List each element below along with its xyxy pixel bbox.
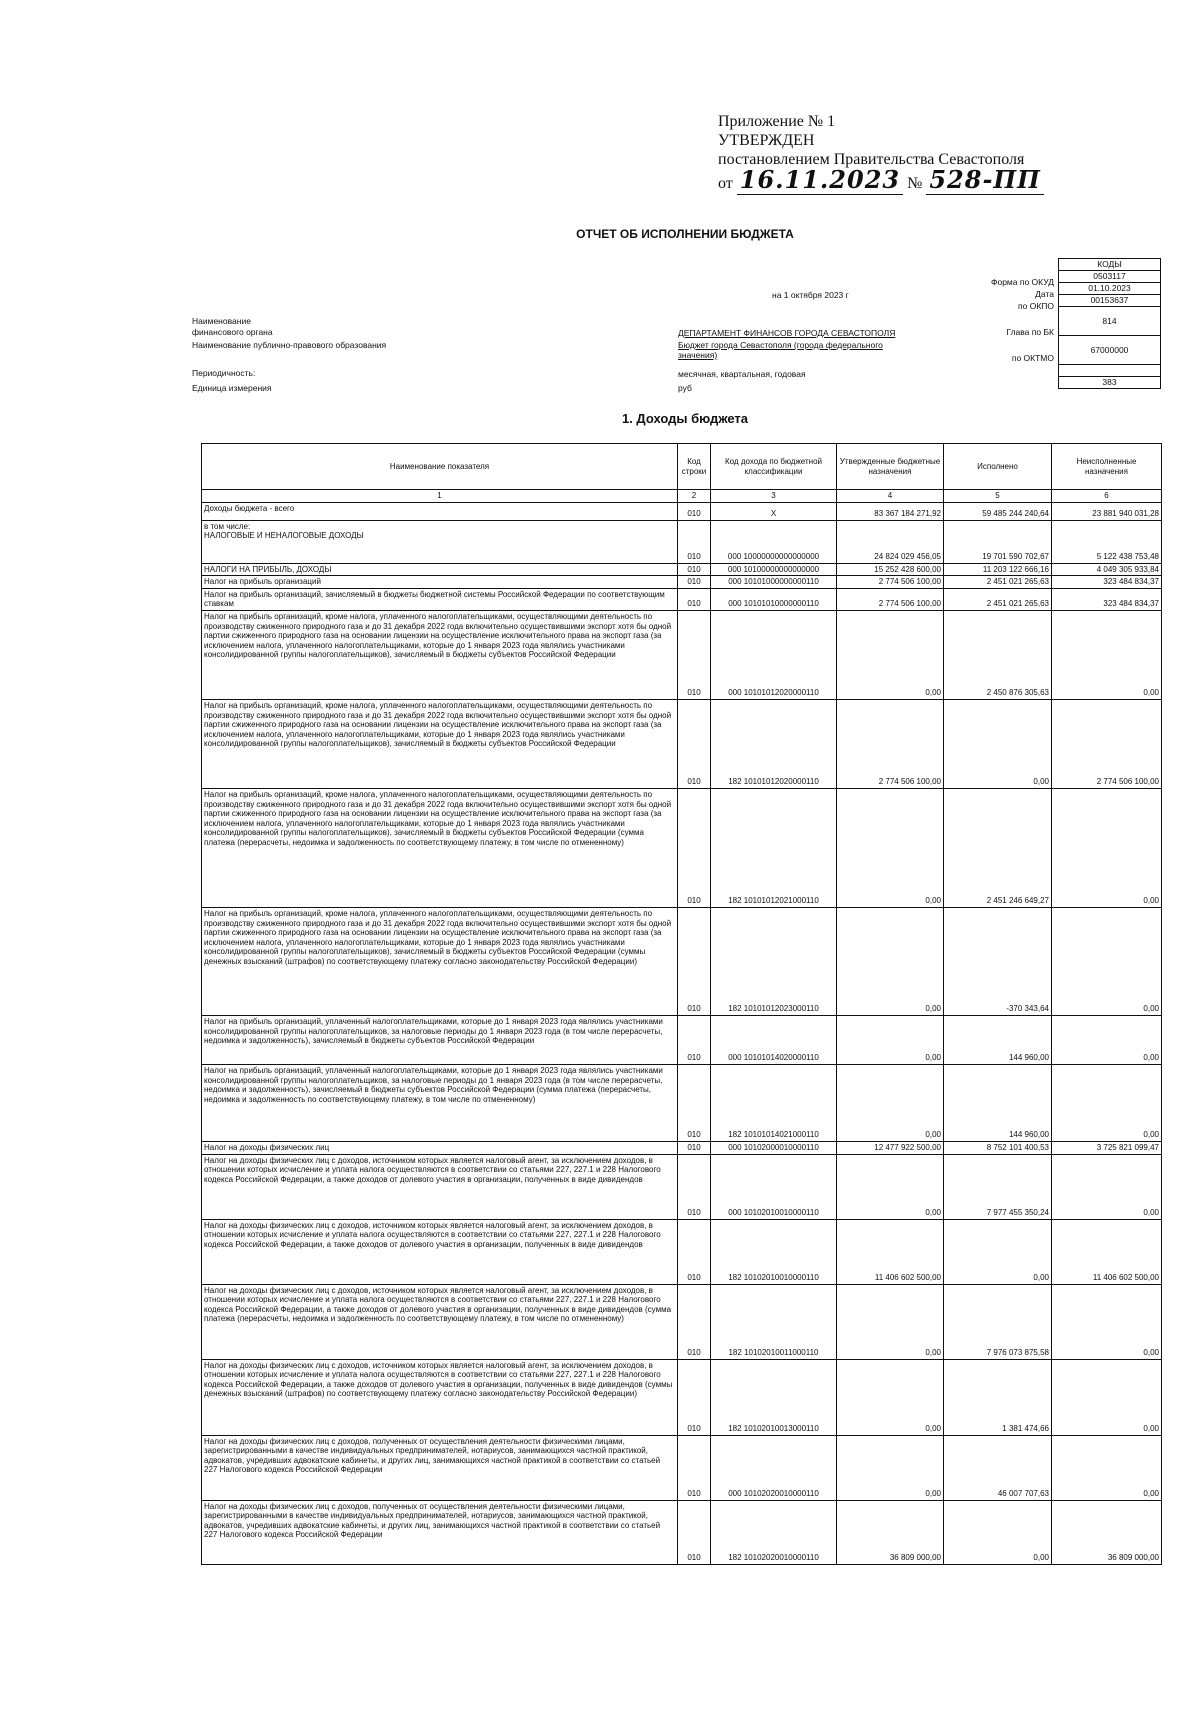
row-executed: 1 381 474,66 (944, 1359, 1052, 1435)
appendix-number: Приложение № 1 (718, 113, 836, 130)
date-code: 01.10.2023 (1059, 283, 1161, 295)
row-unexecuted: 323 484 834,37 (1052, 576, 1162, 589)
pub-entity-value-1: Бюджет города Севастополя (города федерального (678, 340, 883, 350)
report-title: ОТЧЕТ ОБ ИСПОЛНЕНИИ БЮДЖЕТА (576, 227, 794, 241)
table-row (202, 907, 1162, 1015)
table-row (202, 576, 1162, 589)
row-income-code: 000 10100000000000000 (711, 563, 837, 576)
row-executed: -370 343,64 (944, 907, 1052, 1015)
row-unexecuted: 23 881 940 031,28 (1052, 502, 1162, 520)
fin-org-label-2: финансового органа (192, 327, 273, 337)
table-row (202, 520, 1162, 563)
column-number: 3 (711, 490, 837, 503)
row-income-code: 000 10000000000000000 (711, 520, 837, 563)
row-unexecuted: 0,00 (1052, 610, 1162, 699)
row-approved: 0,00 (837, 1359, 944, 1435)
row-name: Доходы бюджета - всего (202, 502, 678, 520)
row-executed: 144 960,00 (944, 1064, 1052, 1141)
row-approved: 83 367 184 271,92 (837, 502, 944, 520)
table-row (202, 1435, 1162, 1500)
row-income-code: 000 10101012020000110 (711, 610, 837, 699)
table-row (202, 788, 1162, 907)
handwritten-number: 528-ПП (926, 165, 1043, 195)
row-executed: 59 485 244 240,64 (944, 502, 1052, 520)
row-approved: 11 406 602 500,00 (837, 1219, 944, 1284)
row-unexecuted: 0,00 (1052, 1359, 1162, 1435)
table-row (202, 1500, 1162, 1564)
row-name: Налог на доходы физических лиц с доходов, источником которых является налоговый агент, за исключением доходов, в отношении которых исчисление и уплата налога осуществляются в соответствии со статьями 227, 227.1 и 228 Налогового кодекса Российской Федерации, а также доходов от долевого участия в организации, полученных в виде дивидендов (суммы денежных взысканий (штрафов) по соответствующему платежу согласно законодательству Российской Федерации) (202, 1359, 678, 1435)
row-line-code: 010 (678, 563, 711, 576)
row-name: Налог на доходы физических лиц с доходов, полученных от осуществления деятельности физическими лицами, зарегистрированными в качестве индивидуальных предпринимателей, нотариусов, занимающихся частной практикой, адвокатов, учредивших адвокатские кабинеты, и других лиц, занимающихся частной практикой в соответствии со статьей 227 Налогового кодекса Российской Федерации (202, 1500, 678, 1564)
row-name: Налог на прибыль организаций (202, 576, 678, 589)
row-name: Налог на доходы физических лиц с доходов, источником которых является налоговый агент, за исключением доходов, в отношении которых исчисление и уплата налога осуществляются в соответствии со статьями 227, 227.1 и 228 Налогового кодекса Российской Федерации, а также доходов от долевого участия в организации, полученных в виде дивидендов (сумма платежа (перерасчеты, недоимка и задолженность по соответствующему платежу, в том числе по отмененному) (202, 1284, 678, 1359)
row-executed: 0,00 (944, 1500, 1052, 1564)
section-title: 1. Доходы бюджета (621, 411, 749, 426)
number-sign: № (907, 175, 923, 192)
row-line-code: 010 (678, 1064, 711, 1141)
row-approved: 15 252 428 600,00 (837, 563, 944, 576)
row-name: Налог на доходы физических лиц с доходов, источником которых является налоговый агент, за исключением доходов, в отношении которых исчисление и уплата налога осуществляются в соответствии со статьями 227, 227.1 и 228 Налогового кодекса Российской Федерации, а также доходов от долевого участия в организации, полученных в виде дивидендов (202, 1219, 678, 1284)
table-row (202, 1154, 1162, 1219)
glava-code: 814 (1059, 307, 1161, 336)
row-unexecuted: 0,00 (1052, 1064, 1162, 1141)
row-line-code: 010 (678, 699, 711, 788)
row-income-code: 182 10101012023000110 (711, 907, 837, 1015)
header-income-code: Код дохода по бюджетной классификации (711, 444, 837, 490)
row-unexecuted: 5 122 438 753,48 (1052, 520, 1162, 563)
row-income-code: 182 10101014021000110 (711, 1064, 837, 1141)
row-income-code: 000 10101000000000110 (711, 576, 837, 589)
row-approved: 24 824 029 456,05 (837, 520, 944, 563)
row-name: Налог на прибыль организаций, кроме налога, уплаченного налогоплательщиками, осуществляющими деятельность по производству сжиженного природного газа и до 31 декабря 2022 года включительно осуществившими экспорт хотя бы одной партии сжиженного природного газа на основании лицензии на осуществление исключительного права на экспорт газа (за исключением налога, уплаченного налогоплательщиками, которые до 1 января 2023 года являлись участниками консолидированной группы налогоплательщиков), зачисляемый в бюджеты субъектов Российской Федерации (суммы денежных взысканий (штрафов) по соответствующему платежу согласно законодательству Российской Федерации) (202, 907, 678, 1015)
row-income-code: 000 10102020010000110 (711, 1435, 837, 1500)
row-line-code: 010 (678, 788, 711, 907)
row-income-code: 000 10102010010000110 (711, 1154, 837, 1219)
row-unexecuted: 0,00 (1052, 1015, 1162, 1064)
row-line-code: 010 (678, 1500, 711, 1564)
row-unexecuted: 0,00 (1052, 1284, 1162, 1359)
periodicity-code (1059, 365, 1161, 377)
from-label: от (718, 175, 733, 192)
fin-org-label-1: Наименование (192, 316, 251, 326)
column-number: 5 (944, 490, 1052, 503)
header-line-code: Код строки (678, 444, 711, 490)
unit-code: 383 (1059, 377, 1161, 389)
row-executed: 2 451 021 265,63 (944, 588, 1052, 610)
row-approved: 0,00 (837, 1284, 944, 1359)
row-line-code: 010 (678, 1219, 711, 1284)
table-row (202, 1219, 1162, 1284)
row-approved: 2 774 506 100,00 (837, 576, 944, 589)
row-approved: 2 774 506 100,00 (837, 699, 944, 788)
row-name: Налог на прибыль организаций, кроме налога, уплаченного налогоплательщиками, осуществляющими деятельность по производству сжиженного природного газа и до 31 декабря 2022 года включительно осуществившими экспорт хотя бы одной партии сжиженного природного газа на основании лицензии на осуществление исключительного права на экспорт газа (за исключением налога, уплаченного налогоплательщиками, которые до 1 января 2023 года являлись участниками консолидированной группы налогоплательщиков), зачисляемый в бюджеты субъектов Российской Федерации (202, 699, 678, 788)
approved-label: УТВЕРЖДЕН (718, 132, 815, 149)
table-row (202, 610, 1162, 699)
okpo-code: 00153637 (1059, 295, 1161, 307)
row-unexecuted: 2 774 506 100,00 (1052, 699, 1162, 788)
row-executed: 7 977 455 350,24 (944, 1154, 1052, 1219)
handwritten-date: 16.11.2023 (737, 165, 903, 195)
row-line-code: 010 (678, 907, 711, 1015)
row-line-code: 010 (678, 588, 711, 610)
unit-value: руб (678, 383, 692, 393)
row-approved: 12 477 922 500,00 (837, 1141, 944, 1154)
periodicity-label: Периодичность: (192, 368, 256, 378)
row-unexecuted: 0,00 (1052, 788, 1162, 907)
row-line-code: 010 (678, 1435, 711, 1500)
header-unexecuted: Неисполненные назначения (1052, 444, 1162, 490)
periodicity-value: месячная, квартальная, годовая (678, 369, 806, 379)
row-unexecuted: 11 406 602 500,00 (1052, 1219, 1162, 1284)
table-row (202, 588, 1162, 610)
codes-header: КОДЫ (1059, 259, 1161, 271)
row-unexecuted: 3 725 821 099,47 (1052, 1141, 1162, 1154)
row-name: Налог на доходы физических лиц (202, 1141, 678, 1154)
column-number: 4 (837, 490, 944, 503)
okud-label: Форма по ОКУД (991, 277, 1054, 287)
header-indicator-name: Наименование показателя (202, 444, 678, 490)
row-income-code: 000 10101014020000110 (711, 1015, 837, 1064)
column-number: 2 (678, 490, 711, 503)
glava-bk-label: Глава по БК (1006, 327, 1054, 337)
column-number: 1 (202, 490, 678, 503)
table-row (202, 1141, 1162, 1154)
oktmo-code: 67000000 (1059, 336, 1161, 365)
okud-code: 0503117 (1059, 271, 1161, 283)
row-name: Налог на прибыль организаций, уплаченный налогоплательщиками, которые до 1 января 2023 года являлись участниками консолидированной группы налогоплательщиков, за налоговые периоды до 1 января 2023 года (в том числе перерасчеты, недоимка и задолженность), зачисляемый в бюджеты субъектов Российской Федерации (202, 1015, 678, 1064)
fin-org-value: ДЕПАРТАМЕНТ ФИНАНСОВ ГОРОДА СЕВАСТОПОЛЯ (678, 328, 896, 338)
row-name: Налог на доходы физических лиц с доходов, полученных от осуществления деятельности физическими лицами, зарегистрированными в качестве индивидуальных предпринимателей, нотариусов, занимающихся частной практикой, адвокатов, учредивших адвокатские кабинеты, и других лиц, занимающихся частной практикой в соответствии со статьей 227 Налогового кодекса Российской Федерации (202, 1435, 678, 1500)
row-name: Налог на доходы физических лиц с доходов, источником которых является налоговый агент, за исключением доходов, в отношении которых исчисление и уплата налога осуществляются в соответствии со статьями 227, 227.1 и 228 Налогового кодекса Российской Федерации, а также доходов от долевого участия в организации, полученных в виде дивидендов (202, 1154, 678, 1219)
row-executed: 2 450 876 305,63 (944, 610, 1052, 699)
row-income-code: 182 10102020010000110 (711, 1500, 837, 1564)
row-name: НАЛОГИ НА ПРИБЫЛЬ, ДОХОДЫ (202, 563, 678, 576)
revenue-table (201, 443, 1162, 1565)
report-date: на 1 октября 2023 г (772, 290, 849, 300)
row-unexecuted: 4 049 305 933,84 (1052, 563, 1162, 576)
row-approved: 0,00 (837, 788, 944, 907)
table-row (202, 1015, 1162, 1064)
pub-entity-label: Наименование публично-правового образования (192, 340, 387, 350)
table-row (202, 699, 1162, 788)
row-unexecuted: 323 484 834,37 (1052, 588, 1162, 610)
row-name: Налог на прибыль организаций, зачисляемый в бюджеты бюджетной системы Российской Федерации по соответствующим ставкам (202, 588, 678, 610)
row-executed: 11 203 122 666,16 (944, 563, 1052, 576)
row-executed: 0,00 (944, 699, 1052, 788)
row-income-code: 000 10102000010000110 (711, 1141, 837, 1154)
row-executed: 46 007 707,63 (944, 1435, 1052, 1500)
row-unexecuted: 36 809 000,00 (1052, 1500, 1162, 1564)
row-approved: 0,00 (837, 1015, 944, 1064)
pub-entity-value-2: значения) (678, 350, 718, 360)
table-row (202, 1064, 1162, 1141)
row-income-code: 182 10102010011000110 (711, 1284, 837, 1359)
header-approved: Утвержденные бюджетные назначения (837, 444, 944, 490)
row-approved: 0,00 (837, 1154, 944, 1219)
resolution-label: постановлением Правительства Севастополя (718, 151, 1025, 168)
column-number: 6 (1052, 490, 1162, 503)
row-approved: 2 774 506 100,00 (837, 588, 944, 610)
row-name: Налог на прибыль организаций, кроме налога, уплаченного налогоплательщиками, осуществляющими деятельность по производству сжиженного природного газа и до 31 декабря 2022 года включительно осуществившими экспорт хотя бы одной партии сжиженного природного газа на основании лицензии на осуществление исключительного права на экспорт газа (за исключением налога, уплаченного налогоплательщиками, которые до 1 января 2023 года являлись участниками консолидированной группы налогоплательщиков), зачисляемый в бюджеты субъектов Российской Федерации (202, 610, 678, 699)
row-executed: 2 451 021 265,63 (944, 576, 1052, 589)
table-row (202, 563, 1162, 576)
header-executed: Исполнено (944, 444, 1052, 490)
row-approved: 36 809 000,00 (837, 1500, 944, 1564)
table-row (202, 1284, 1162, 1359)
okpo-label: по ОКПО (1018, 301, 1054, 311)
row-executed: 144 960,00 (944, 1015, 1052, 1064)
row-income-code: 000 10101010000000110 (711, 588, 837, 610)
row-approved: 0,00 (837, 907, 944, 1015)
row-unexecuted: 0,00 (1052, 907, 1162, 1015)
row-line-code: 010 (678, 610, 711, 699)
row-income-code: 182 10102010010000110 (711, 1219, 837, 1284)
appendix-block (718, 112, 1058, 193)
row-name: в том числе: НАЛОГОВЫЕ И НЕНАЛОГОВЫЕ ДОХОДЫ (202, 520, 678, 563)
row-line-code: 010 (678, 1284, 711, 1359)
row-executed: 8 752 101 400,53 (944, 1141, 1052, 1154)
row-executed: 0,00 (944, 1219, 1052, 1284)
row-approved: 0,00 (837, 1435, 944, 1500)
row-executed: 2 451 246 649,27 (944, 788, 1052, 907)
row-line-code: 010 (678, 1154, 711, 1219)
row-approved: 0,00 (837, 610, 944, 699)
unit-label: Единица измерения (192, 383, 272, 393)
row-name: Налог на прибыль организаций, кроме налога, уплаченного налогоплательщиками, осуществляющими деятельность по производству сжиженного природного газа и до 31 декабря 2022 года включительно осуществившими экспорт хотя бы одной партии сжиженного природного газа на основании лицензии на осуществление исключительного права на экспорт газа (за исключением налога, уплаченного налогоплательщиками, которые до 1 января 2023 года являлись участниками консолидированной группы налогоплательщиков), зачисляемый в бюджеты субъектов Российской Федерации (сумма платежа (перерасчеты, недоимка и задолженность по соответствующему платежу, в том числе по отмененному) (202, 788, 678, 907)
row-executed: 7 976 073 875,58 (944, 1284, 1052, 1359)
row-income-code: 182 10101012021000110 (711, 788, 837, 907)
table-row (202, 1359, 1162, 1435)
row-approved: 0,00 (837, 1064, 944, 1141)
row-line-code: 010 (678, 576, 711, 589)
column-number-row (202, 490, 1162, 503)
row-income-code: 182 10101012020000110 (711, 699, 837, 788)
oktmo-label: по ОКТМО (1011, 353, 1054, 363)
table-row (202, 502, 1162, 520)
codes-table (1058, 258, 1161, 389)
row-executed: 19 701 590 702,67 (944, 520, 1052, 563)
row-income-code: 182 10102010013000110 (711, 1359, 837, 1435)
row-name: Налог на прибыль организаций, уплаченный налогоплательщиками, которые до 1 января 2023 года являлись участниками консолидированной группы налогоплательщиков, за налоговые периоды до 1 января 2023 года (в том числе перерасчеты, недоимка и задолженность), зачисляемый в бюджеты субъектов Российской Федерации (сумма платежа (перерасчеты, недоимка и задолженность по соответствующему платежу, в том числе по отмененному) (202, 1064, 678, 1141)
date-label: Дата (1035, 289, 1054, 299)
row-line-code: 010 (678, 502, 711, 520)
row-income-code: X (711, 502, 837, 520)
row-line-code: 010 (678, 1015, 711, 1064)
row-line-code: 010 (678, 1359, 711, 1435)
resolution-date-number (718, 165, 1058, 194)
row-line-code: 010 (678, 1141, 711, 1154)
row-line-code: 010 (678, 520, 711, 563)
row-unexecuted: 0,00 (1052, 1154, 1162, 1219)
row-unexecuted: 0,00 (1052, 1435, 1162, 1500)
